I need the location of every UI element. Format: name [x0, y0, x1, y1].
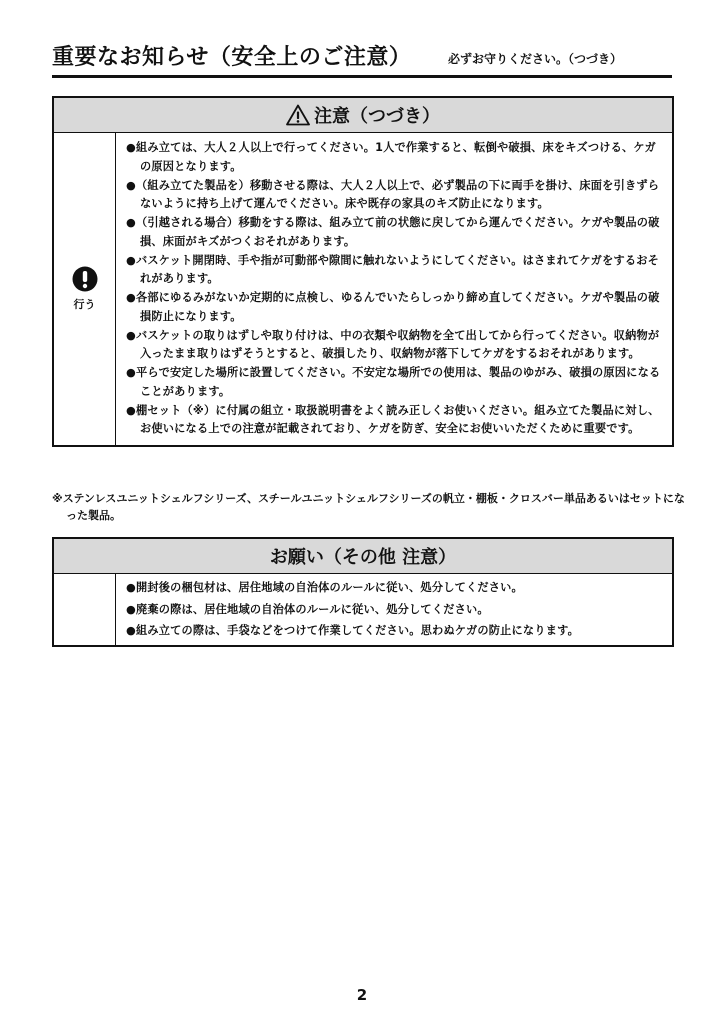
caution-item: ●組み立ては、大人２人以上で行ってください。1人で作業すると、転倒や破損、床をキズつける、ケガの原因となります。	[126, 141, 656, 173]
caution-item: ●（組み立てた製品を）移動させる際は、大人２人以上で、必ず製品の下に両手を掛け、床面を引きずらないように持ち上げて運んでください。床や既存の家具のキズ防止になります。	[126, 178, 660, 210]
caution-item: ●平らで安定した場所に設置してください。不安定な場所での使用は、製品のゆがみ、破損の原因になることがあります。	[126, 366, 661, 398]
page-number: 2	[356, 986, 368, 1004]
caution-side-label: 行う	[73, 297, 96, 311]
request-item: ●廃棄の際は、居住地域の自治体のルールに従い、処分してください。	[126, 602, 489, 616]
caution-body	[54, 133, 672, 445]
caution-heading-text: 注意（つづき）	[314, 106, 440, 127]
request-item: ●開封後の梱包材は、居住地域の自治体のルールに従い、処分してください。	[126, 581, 523, 594]
caution-item: ●バスケットの取りはずしや取り付けは、中の衣類や収納物を全て出してから行ってください。収納物が入ったまま取りはずそうとすると、破損したり、収納物が落下してケガをするおそれがあります。	[126, 328, 660, 360]
caution-item: ●バスケット開閉時、手や指が可動部や隙間に触れないようにしてください。はさまれてケガをするおそれがあります。	[126, 253, 660, 285]
request-item: ●組み立ての際は、手袋などをつけて作業してください。思わぬケガの防止になります。	[126, 624, 579, 637]
request-heading: お願い（その他 注意）	[54, 539, 672, 574]
caution-item: ●（引越される場合）移動をする際は、組み立て前の状態に戻してから運んでください。ケガや製品の破損、床面がキズがつくおそれがあります。	[126, 216, 660, 248]
page-header	[52, 40, 672, 74]
header-rule	[52, 75, 672, 78]
request-body	[54, 574, 672, 645]
footnote: ※ステンレスユニットシェルフシリーズ、スチールユニットシェルフシリーズの帆立・棚板・クロスバー単品あるいはセットになった製品。	[52, 492, 685, 522]
page-title: 重要なお知らせ（安全上のご注意）	[52, 45, 412, 70]
caution-item: ●各部にゆるみがないか定期的に点検し、ゆるんでいたらしっかり締め直してください。ケガや製品の破損防止になります。	[126, 291, 660, 323]
caution-box	[52, 96, 674, 447]
page-subtitle: 必ずお守りください。（つづき）	[448, 52, 623, 66]
caution-items	[116, 133, 672, 445]
caution-side	[54, 133, 116, 445]
exclamation-circle-icon	[72, 266, 98, 292]
request-box	[52, 537, 674, 647]
warning-triangle-icon	[286, 104, 310, 126]
caution-heading	[54, 98, 672, 133]
request-items	[116, 574, 672, 645]
request-side	[54, 574, 116, 645]
caution-item: ●棚セット（※）に付属の組立・取扱説明書をよく読み正しくお使いください。組み立てた製品に対し、お使いになる上での注意が記載されており、ケガを防ぎ、安全にお使いいただくために重要です。	[126, 403, 660, 435]
